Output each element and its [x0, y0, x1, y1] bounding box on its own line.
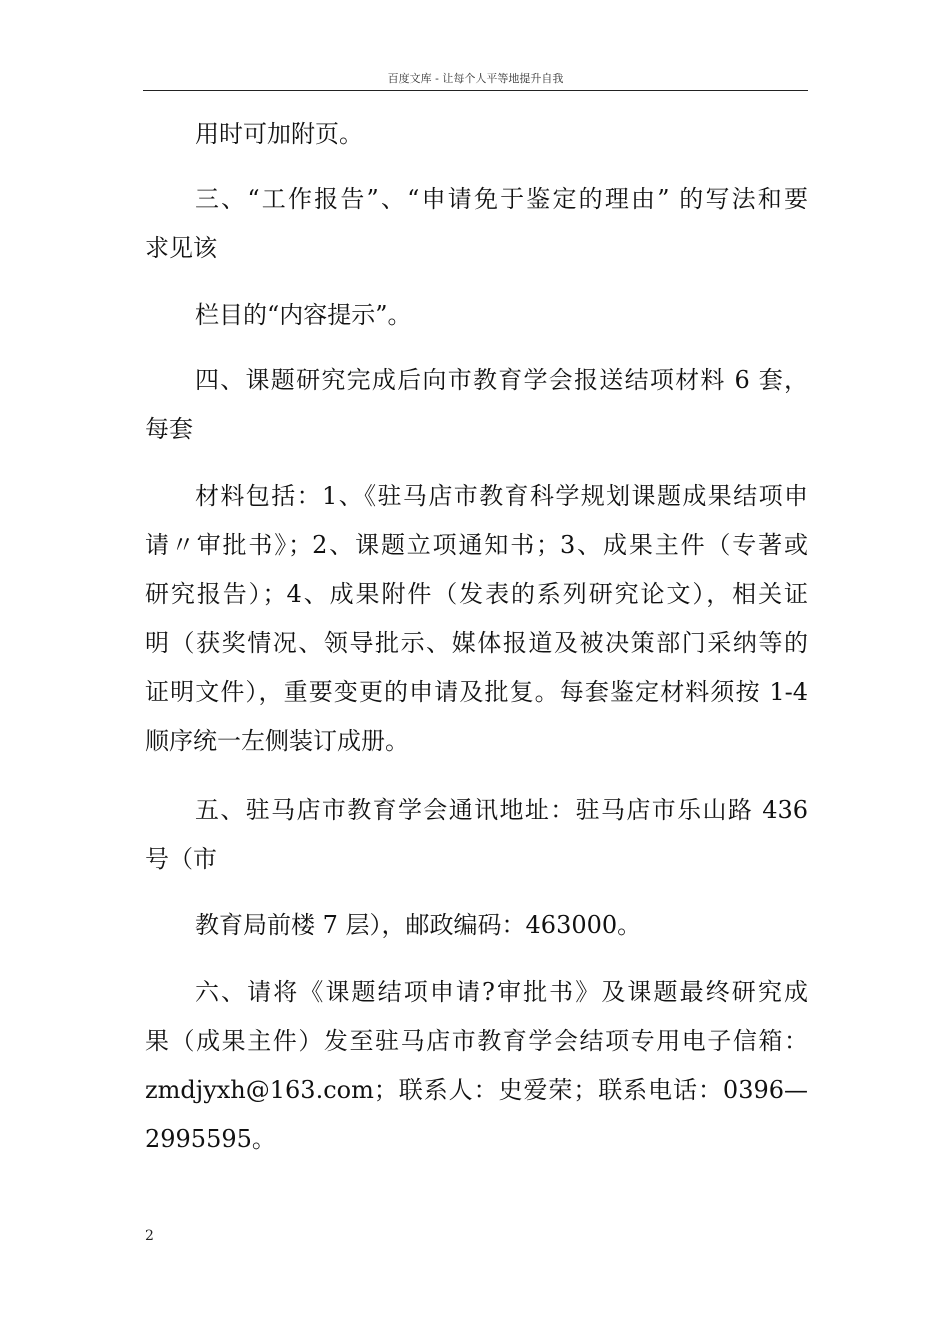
body-line: 求见该 — [145, 234, 217, 262]
body-line: 材料包括：1、《驻马店市教育科学规划课题成果结项申 — [195, 482, 808, 510]
body-line: 请〃审批书》；2、课题立项通知书；3、成果主件（专著或 — [145, 531, 808, 559]
body-line: 证明文件），重要变更的申请及批复。每套鉴定材料须按 1-4 — [145, 678, 808, 706]
body-line: 六、请将《课题结项申请?审批书》及课题最终研究成 — [195, 978, 808, 1006]
body-line: 顺序统一左侧装订成册。 — [145, 727, 409, 755]
body-line: zmdjyxh@163.com；联系人：史爱荣；联系电话：0396— — [145, 1076, 808, 1104]
page-header: 百度文库 - 让每个人平等地提升自我 — [143, 72, 808, 91]
body-line: 五、驻马店市教育学会通讯地址：驻马店市乐山路 436 — [195, 796, 808, 824]
body-line: 2995595。 — [145, 1125, 276, 1153]
body-line: 研究报告）；4、成果附件（发表的系列研究论文），相关证 — [145, 580, 808, 608]
body-line: 用时可加附页。 — [195, 120, 363, 148]
page-number: 2 — [145, 1228, 154, 1244]
body-line: 明（获奖情况、领导批示、媒体报道及被决策部门采纳等的 — [145, 629, 808, 657]
body-line: 每套 — [145, 415, 193, 443]
body-line: 三、“工作报告”、“申请免于鉴定的理由” 的写法和要 — [195, 185, 808, 213]
body-line: 四、课题研究完成后向市教育学会报送结项材料 6 套， — [195, 366, 808, 394]
body-line: 号（市 — [145, 845, 217, 873]
body-line: 教育局前楼 7 层），邮政编码：463000。 — [195, 911, 642, 939]
body-line: 栏目的“内容提示”。 — [195, 301, 412, 329]
body-line: 果（成果主件）发至驻马店市教育学会结项专用电子信箱： — [145, 1027, 808, 1055]
